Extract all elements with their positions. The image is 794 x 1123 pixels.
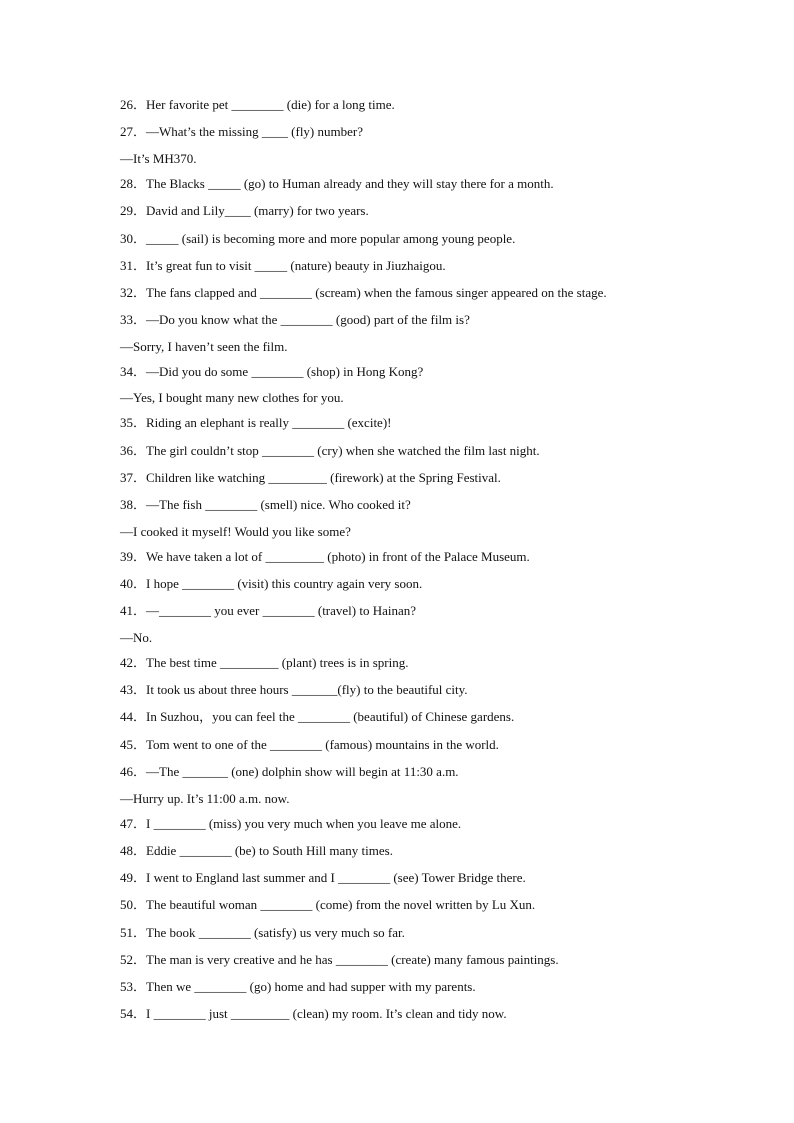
question-53: 53．Then we ________ (go) home and had supper with my parents. [120,979,476,994]
question-28: 28．The Blacks _____ (go) to Human already and they will stay there for a month. [120,176,554,191]
question-48: 48．Eddie ________ (be) to South Hill many times. [120,843,393,858]
question-32: 32．The fans clapped and ________ (scream) when the famous singer appeared on the stage. [120,285,607,300]
question-38: 38．—The fish ________ (smell) nice. Who cooked it? [120,497,411,512]
question-51: 51．The book ________ (satisfy) us very much so far. [120,925,405,940]
question-37: 37．Children like watching _________ (firework) at the Spring Festival. [120,470,501,485]
question-33: 33．—Do you know what the ________ (good) part of the film is? [120,312,470,327]
question-26: 26．Her favorite pet ________ (die) for a long time. [120,97,395,112]
question-34: 34．—Did you do some ________ (shop) in Hong Kong? [120,364,424,379]
question-47: 47．I ________ (miss) you very much when you leave me alone. [120,816,462,831]
question-41: 41．—________ you ever ________ (travel) to Hainan? [120,603,417,618]
question-50: 50．The beautiful woman ________ (come) from the novel written by Lu Xun. [120,897,536,912]
question-27: 27．—What’s the missing ____ (fly) number? [120,124,363,139]
answer-34: —Yes, I bought many new clothes for you. [120,390,344,405]
question-54: 54．I ________ just _________ (clean) my room. It’s clean and tidy now. [120,1006,507,1021]
question-30: 30．_____ (sail) is becoming more and more popular among young people. [120,231,516,246]
question-46: 46．—The _______ (one) dolphin show will begin at 11:30 a.m. [120,764,459,779]
question-42: 42．The best time _________ (plant) trees is in spring. [120,655,409,670]
answer-38: —I cooked it myself! Would you like some? [120,524,351,539]
question-40: 40．I hope ________ (visit) this country again very soon. [120,576,423,591]
question-36: 36．The girl couldn’t stop ________ (cry) when she watched the film last night. [120,443,540,458]
question-45: 45．Tom went to one of the ________ (famous) mountains in the world. [120,737,499,752]
answer-33: —Sorry, I haven’t seen the film. [120,339,288,354]
question-52: 52．The man is very creative and he has ________ (create) many famous paintings. [120,952,559,967]
answer-27: —It’s MH370. [120,151,197,166]
question-29: 29．David and Lily____ (marry) for two years. [120,203,369,218]
question-49: 49．I went to England last summer and I ________ (see) Tower Bridge there. [120,870,526,885]
answer-41: —No. [120,630,153,645]
question-43: 43．It took us about three hours _______(fly) to the beautiful city. [120,682,468,697]
question-31: 31．It’s great fun to visit _____ (nature) beauty in Jiuzhaigou. [120,258,446,273]
question-35: 35．Riding an elephant is really ________ (excite)! [120,415,392,430]
question-44: 44．In Suzhou，you can feel the ________ (beautiful) of Chinese gardens. [120,709,515,724]
question-39: 39．We have taken a lot of _________ (photo) in front of the Palace Museum. [120,549,530,564]
answer-46: —Hurry up. It’s 11:00 a.m. now. [120,791,290,806]
